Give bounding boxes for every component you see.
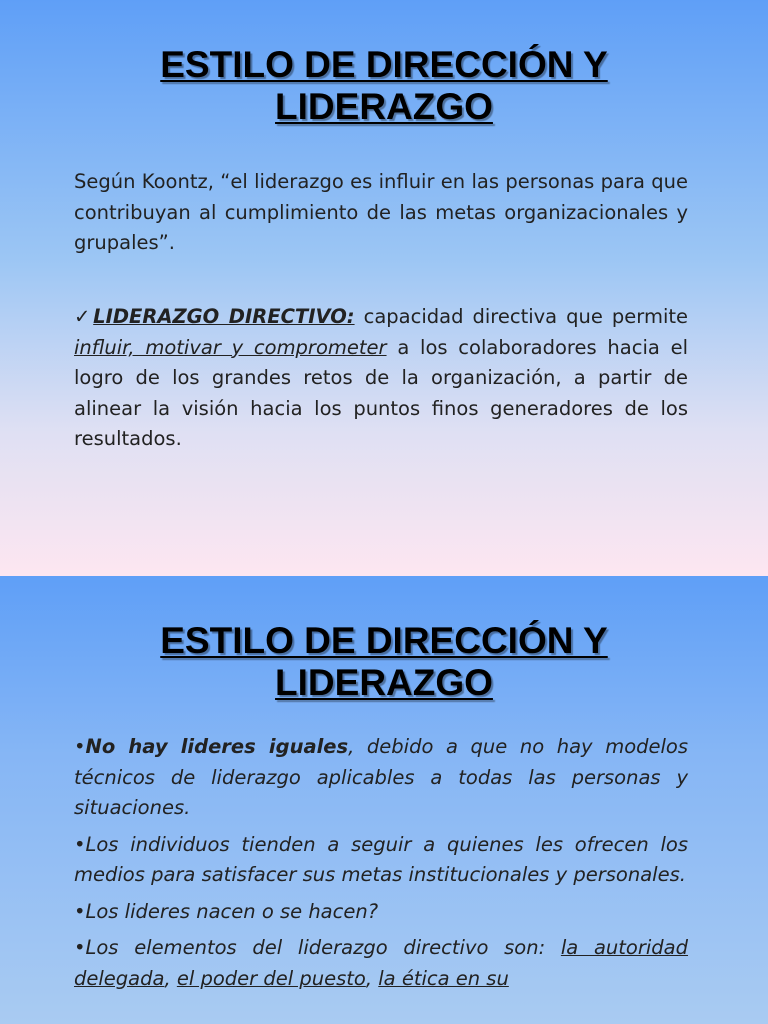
bullet-icon: •: [74, 832, 86, 856]
directive-emphasis: influir, motivar y comprometer: [74, 335, 387, 359]
slide-1-title-line-1: ESTILO DE DIRECCIÓN Y: [160, 44, 608, 85]
bullet-4-underlined-3: la ética en su: [378, 966, 509, 990]
leadership-bullet-list: [74, 732, 688, 1000]
bullet-4-underlined-1: la autoridad delegada: [74, 936, 689, 990]
bullet-item: [74, 830, 688, 891]
koontz-quote: Según Koontz, “el liderazgo es influir en las personas para que contribuyan al cumplimiento de las metas organizacionales y grupales”.: [74, 170, 688, 254]
slide-1-title-line-2: LIDERAZGO: [275, 86, 493, 127]
bullet-1-text: , debido a que no hay modelos técnicos de liderazgo aplicables a todas las personas y situaciones.: [74, 735, 689, 819]
slide-2-title: [0, 620, 768, 704]
directive-leadership-paragraph: [74, 302, 688, 455]
slide-2-title-line-1: ESTILO DE DIRECCIÓN Y: [160, 620, 608, 661]
bullet-item: [74, 732, 688, 824]
slide-1-title: [0, 44, 768, 128]
slide-2: [0, 576, 768, 1024]
slide-2-title-line-2: LIDERAZGO: [275, 662, 493, 703]
bullet-4-underlined-2: el poder del puesto: [176, 966, 366, 990]
bullet-4-text: Los elementos del liderazgo directivo son:: [85, 936, 561, 959]
directive-text-b: a los colaboradores hacia el logro de los grandes retos de la organización, a partir de alinear la visión hacia los puntos finos generadores de los resultados.: [74, 335, 688, 450]
bullet-2-text: Los individuos tienden a seguir a quienes les ofrecen los medios para satisfacer sus metas institucionales y personales.: [74, 832, 688, 886]
bullet-icon: •: [74, 899, 86, 923]
bullet-1-bold: No hay lideres iguales: [85, 735, 349, 758]
bullet-icon: •: [74, 735, 86, 758]
directive-term: LIDERAZGO DIRECTIVO:: [93, 305, 355, 328]
bullet-4-sep-1: ,: [164, 966, 177, 990]
bullet-item: [74, 897, 688, 928]
directive-text-a: capacidad directiva que permite: [354, 305, 689, 328]
bullet-icon: •: [74, 936, 86, 959]
checkmark-icon: ✓: [74, 305, 94, 328]
bullet-item: [74, 933, 688, 994]
bullet-4-sep-2: ,: [365, 966, 379, 990]
bullet-3-text: Los lideres nacen o se hacen?: [85, 899, 379, 923]
